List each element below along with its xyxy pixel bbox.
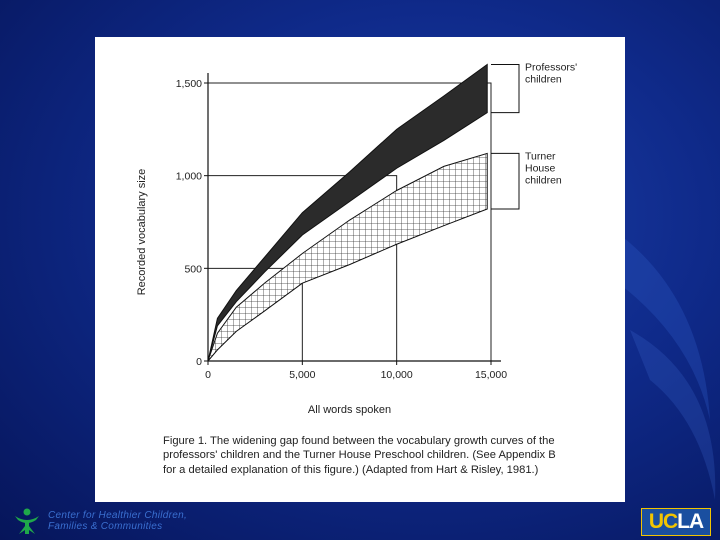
legend-label-1-1: House — [525, 162, 556, 175]
figure-caption: Figure 1. The widening gap found between the vocabulary growth curves of the professors' children and the Turner House Preschool children. (See Appendix B for a detailed explanation of this figure.) (Adapted from Hart & Risley, 1981.) — [163, 435, 556, 476]
ucla-logo — [641, 508, 711, 536]
footer-org-line1: Center for Healthier Children, — [48, 510, 188, 521]
legend-label-0-1: children — [525, 73, 562, 86]
legend-label-1-2: children — [525, 174, 562, 187]
figure-panel — [95, 37, 625, 502]
x-tick-label-3: 15,000 — [474, 369, 508, 381]
ucla-logo-uc: UC — [648, 510, 678, 533]
legend-bracket-1 — [513, 153, 519, 209]
x-tick-label-1: 5,000 — [289, 369, 316, 381]
y-tick-label-3: 1,500 — [175, 78, 202, 90]
ucla-logo-la: LA — [677, 510, 704, 533]
x-axis-label: All words spoken — [307, 404, 392, 416]
y-tick-label-0: 0 — [196, 356, 202, 368]
y-axis-label: Recorded vocabulary size — [136, 168, 148, 296]
x-tick-label-0: 0 — [205, 369, 211, 381]
y-tick-label-1: 500 — [184, 263, 202, 276]
healthier-children-logo-icon — [12, 506, 42, 536]
footer-org-line2: Families & Communities — [48, 521, 163, 532]
x-tick-label-2: 10,000 — [380, 369, 413, 381]
legend-label-1-0: Turner — [525, 150, 556, 163]
vocabulary-growth-chart — [95, 37, 625, 502]
y-tick-label-2: 1,000 — [175, 170, 202, 183]
legend-bracket-0 — [513, 64, 519, 112]
legend-label-0-0: Professors' — [525, 61, 578, 74]
footer-org-name — [48, 510, 248, 532]
